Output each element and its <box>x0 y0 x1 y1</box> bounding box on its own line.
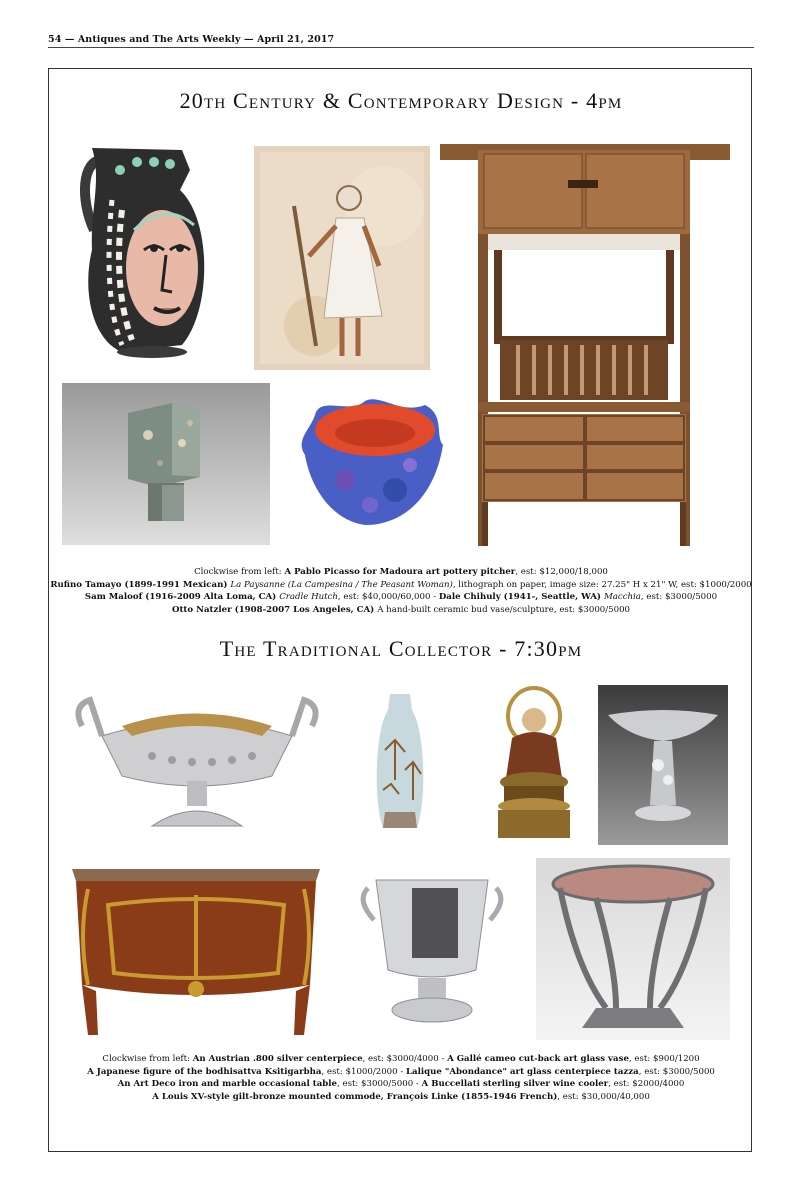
caption-run: , est: $900/1200 <box>628 1054 700 1064</box>
austrian-silver-centerpiece-photo <box>62 686 332 846</box>
caption-run: A Pablo Picasso for Madoura art pottery pitcher <box>284 567 516 577</box>
caption-run: An Austrian .800 silver centerpiece <box>192 1054 363 1064</box>
lalique-tazza-photo <box>598 685 728 845</box>
galle-cameo-vase-photo <box>365 690 435 834</box>
caption-line <box>48 1053 754 1066</box>
caption-line <box>48 579 754 592</box>
caption-run: , est: $3000/5000 - <box>337 1079 422 1090</box>
chihuly-macchia-photo <box>285 385 455 545</box>
caption-line <box>48 604 754 617</box>
caption-line <box>48 1091 754 1104</box>
section2-caption <box>48 1053 754 1103</box>
caption-run: A Gallé cameo cut-back art glass vase <box>447 1054 629 1064</box>
caption-run: Macchia <box>603 592 641 603</box>
bodhisattva-figure-photo <box>476 686 592 846</box>
caption-run: An Art Deco iron and marble occasional table <box>117 1079 338 1090</box>
caption-run: La Paysanne (La Campesina / The Peasant Woman), <box>230 579 456 590</box>
tamayo-lithograph-photo <box>254 146 430 370</box>
caption-run: , est: $2000/4000 <box>608 1079 685 1090</box>
caption-run: , est: $1000/2000 - <box>321 1066 406 1077</box>
caption-run: , est: $40,000/60,000 - <box>337 592 439 603</box>
natzler-vase-photo <box>62 383 270 545</box>
running-header: 54 — Antiques and The Arts Weekly — April 21, 2017 <box>48 34 335 45</box>
maloof-cradle-hutch-photo <box>438 140 732 548</box>
header-rule <box>48 47 754 48</box>
caption-run: A Louis XV-style gilt-bronze mounted commode, François Linke (1855-1946 French) <box>152 1091 558 1102</box>
caption-run: A Japanese figure of the bodhisattva Ksitigarbha <box>87 1066 322 1077</box>
caption-run: A Buccellati sterling silver wine cooler <box>421 1079 609 1090</box>
caption-run: Lalique "Abondance" art glass centerpiece tazza <box>405 1066 639 1077</box>
caption-run: Otto Natzler (1908-2007 Los Angeles, CA) <box>171 604 378 615</box>
caption-run: , est: $12,000/18,000 <box>515 567 608 577</box>
section2-title: The Traditional Collector - 7:30pm <box>219 636 583 661</box>
caption-line <box>48 591 754 604</box>
buccellati-wine-cooler-photo <box>346 860 518 1040</box>
caption-run: , est: $30,000/40,000 <box>557 1091 650 1102</box>
caption-run: lithograph on paper, image size: 27.25" H x 21" W, est: $1000/2000 <box>455 579 752 590</box>
caption-run: , est: $3000/5000 <box>638 1066 715 1077</box>
section1-title: 20th Century & Contemporary Design - 4pm <box>179 88 623 113</box>
louis-xv-commode-photo <box>68 865 324 1037</box>
caption-run: A hand-built ceramic bud vase/sculpture, est: $3000/5000 <box>377 604 631 615</box>
section1-caption <box>48 566 754 616</box>
caption-run: Clockwise from left: <box>194 567 285 577</box>
art-deco-table-photo <box>536 858 730 1040</box>
caption-run: Clockwise from left: <box>102 1054 193 1064</box>
caption-line <box>48 1066 754 1079</box>
caption-run: Sam Maloof (1916-2009 Alta Loma, CA) <box>84 592 280 603</box>
caption-run: Rufino Tamayo (1899-1991 Mexican) <box>50 579 231 590</box>
caption-run: , est: $3000/4000 - <box>362 1054 448 1064</box>
caption-line <box>48 566 754 579</box>
caption-run: Dale Chihuly (1941-, Seattle, WA) <box>438 592 604 603</box>
caption-run: Cradle Hutch <box>279 592 338 603</box>
caption-run: , est: $3000/5000 <box>640 592 718 603</box>
caption-line <box>48 1078 754 1091</box>
picasso-pitcher-photo <box>62 140 230 370</box>
